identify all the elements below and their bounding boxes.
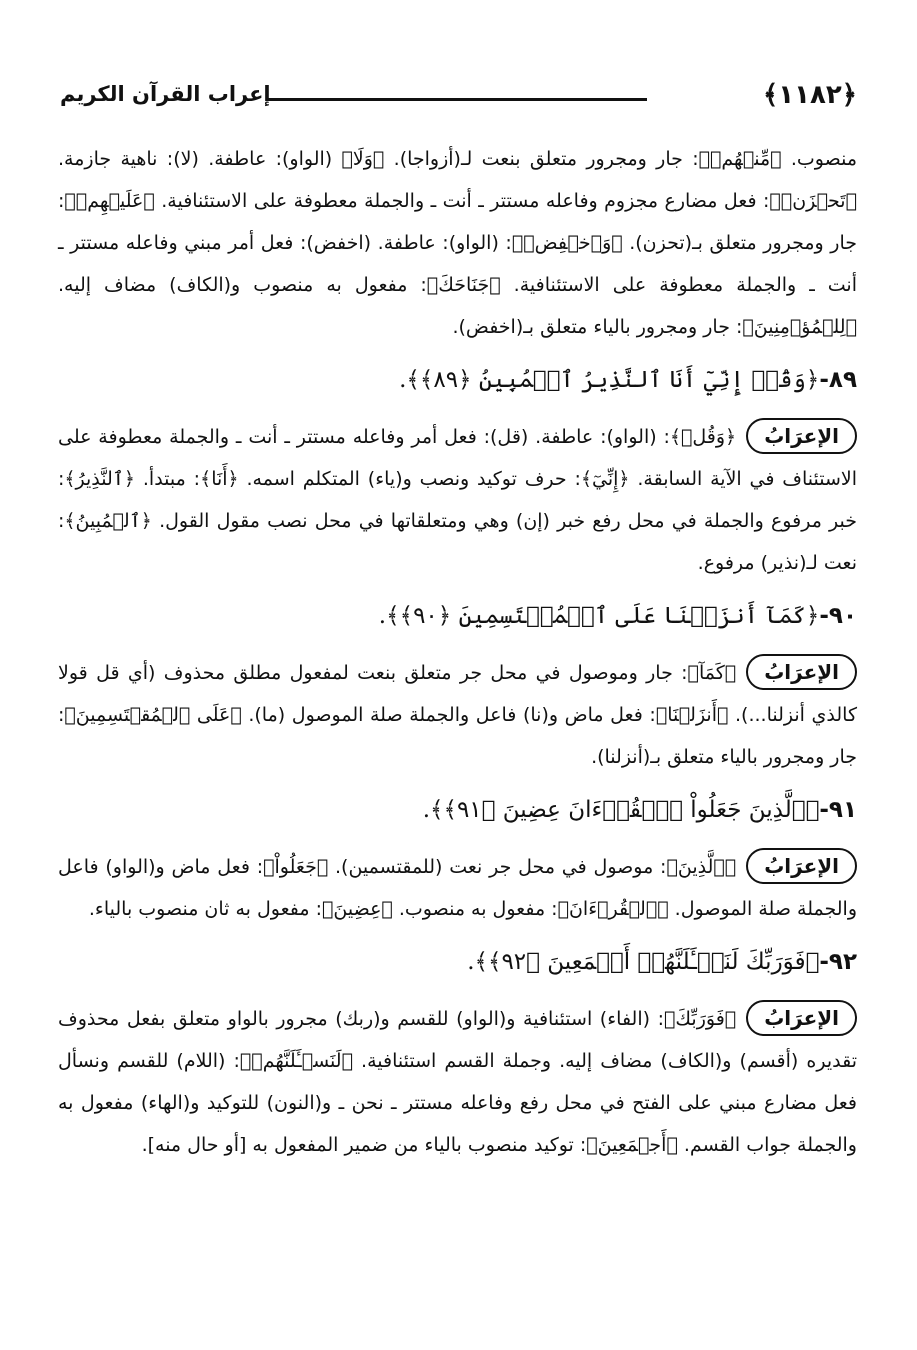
page-content — [58, 138, 857, 1176]
i3rab-text: ﴿فَوَرَبِّكَ﴾: (الفاء) استئنافية و(الواو) للقسم و(ربك) مجرور بالواو متعلق بفعل محذوف تقديره (أقسم) و(الكاف) مضاف إليه. وجملة القسم استئنافية. ﴿لَنَسۡـَٔلَنَّهُمۡ﴾: (اللام) للقسم ونسأل فعل مضارع مبني على الفتح في محل رفع وفاعله مستتر ـ نحن ـ و(النون) للتوكيد و(الهاء) مفعول به والجملة جواب القسم. ﴿أَجۡمَعِينَ﴾: توكيد منصوب بالياء من ضمير المفعول به [أو حال منه]. — [58, 1008, 857, 1156]
page-number: ﴿١١٨٢﴾ — [763, 80, 857, 110]
page-header — [60, 70, 857, 130]
i3rab-90 — [58, 652, 857, 778]
book-title: إعراب القرآن الكريم — [60, 82, 271, 106]
verse-text: ﴿وَقُلۡ إِنِّيٓ أَنَا ٱلنَّذِيرُ ٱلۡمُبِينُ ﴿٨٩﴾﴾. — [399, 367, 820, 393]
verse-92 — [58, 940, 857, 984]
verse-91 — [58, 788, 857, 832]
i3rab-badge: الإعرَابُ — [746, 848, 857, 884]
i3rab-89 — [58, 416, 857, 584]
verse-text: ﴿فَوَرَبِّكَ لَنَسۡـَٔلَنَّهُمۡ أَجۡمَعِينَ ﴿٩٢﴾﴾. — [467, 949, 820, 975]
verse-text: ﴿ٱلَّذِينَ جَعَلُواْ ٱلۡقُرۡءَانَ عِضِينَ ﴿٩١﴾﴾. — [422, 797, 820, 823]
paragraph-intro: منصوب. ﴿مِّنۡهُمۡ﴾: جار ومجرور متعلق بنعت لـ(أزواجا). ﴿وَلَا﴾ (الواو): عاطفة. (لا): ناهية جازمة. ﴿تَحۡزَنۡ﴾: فعل مضارع مجزوم وفاعله مستتر ـ أنت ـ والجملة معطوفة على الاستئنافية. ﴿عَلَيۡهِمۡ﴾: جار ومجرور متعلق بـ(تحزن). ﴿وَٱخۡفِضۡ﴾: (الواو): عاطفة. (اخفض): فعل أمر مبني وفاعله مستتر ـ أنت ـ والجملة معطوفة على الاستئنافية. ﴿جَنَاحَكَ﴾: مفعول به منصوب و(الكاف) مضاف إليه. ﴿لِلۡمُؤۡمِنِينَ﴾: جار ومجرور بالياء متعلق بـ(اخفض). — [58, 148, 857, 338]
header-rule — [267, 98, 647, 101]
i3rab-text: ﴿وَقُلۡ﴾: (الواو): عاطفة. (قل): فعل أمر وفاعله مستتر ـ أنت ـ والجملة معطوفة على الاستئناف في الآية السابقة. ﴿إِنِّيٓ﴾: حرف توكيد ونصب و(ياء) المتكلم اسمه. ﴿أَنَا﴾: مبتدأ. ﴿ٱلنَّذِيرُ﴾: خبر مرفوع والجملة في محل رفع خبر (إن) وهي ومتعلقاتها في محل نصب مقول القول. ﴿ٱلۡمُبِينُ﴾: نعت لـ(نذير) مرفوع. — [58, 426, 857, 574]
i3rab-text: ﴿ٱلَّذِينَ﴾: موصول في محل جر نعت (للمقتسمين). ﴿جَعَلُواْ﴾: فعل ماض و(الواو) فاعل والجملة صلة الموصول. ﴿ٱلۡقُرۡءَانَ﴾: مفعول به منصوب. ﴿عِضِينَ﴾: مفعول به ثان منصوب بالياء. — [58, 856, 857, 920]
i3rab-badge: الإعرَابُ — [746, 418, 857, 454]
verse-89 — [58, 358, 857, 402]
i3rab-badge: الإعرَابُ — [746, 654, 857, 690]
verse-number: ٩٠- — [819, 603, 857, 629]
verse-number: ٨٩- — [819, 367, 857, 393]
i3rab-text: ﴿كَمَآ﴾: جار وموصول في محل جر متعلق بنعت لمفعول مطلق محذوف (أي قل قولا كالذي أنزلنا...). ﴿أَنزَلۡنَا﴾: فعل ماض و(نا) فاعل والجملة صلة الموصول (ما). ﴿عَلَى ٱلۡمُقۡتَسِمِينَ﴾: جار ومجرور بالياء متعلق بـ(أنزلنا). — [58, 662, 857, 768]
verse-90 — [58, 594, 857, 638]
verse-text: ﴿كَمَآ أَنزَلۡنَا عَلَى ٱلۡمُقۡتَسِمِينَ ﴿٩٠﴾﴾. — [378, 603, 820, 629]
i3rab-92 — [58, 998, 857, 1166]
i3rab-91 — [58, 846, 857, 930]
i3rab-badge: الإعرَابُ — [746, 1000, 857, 1036]
verse-number: ٩٢- — [819, 949, 857, 975]
verse-number: ٩١- — [819, 797, 857, 823]
